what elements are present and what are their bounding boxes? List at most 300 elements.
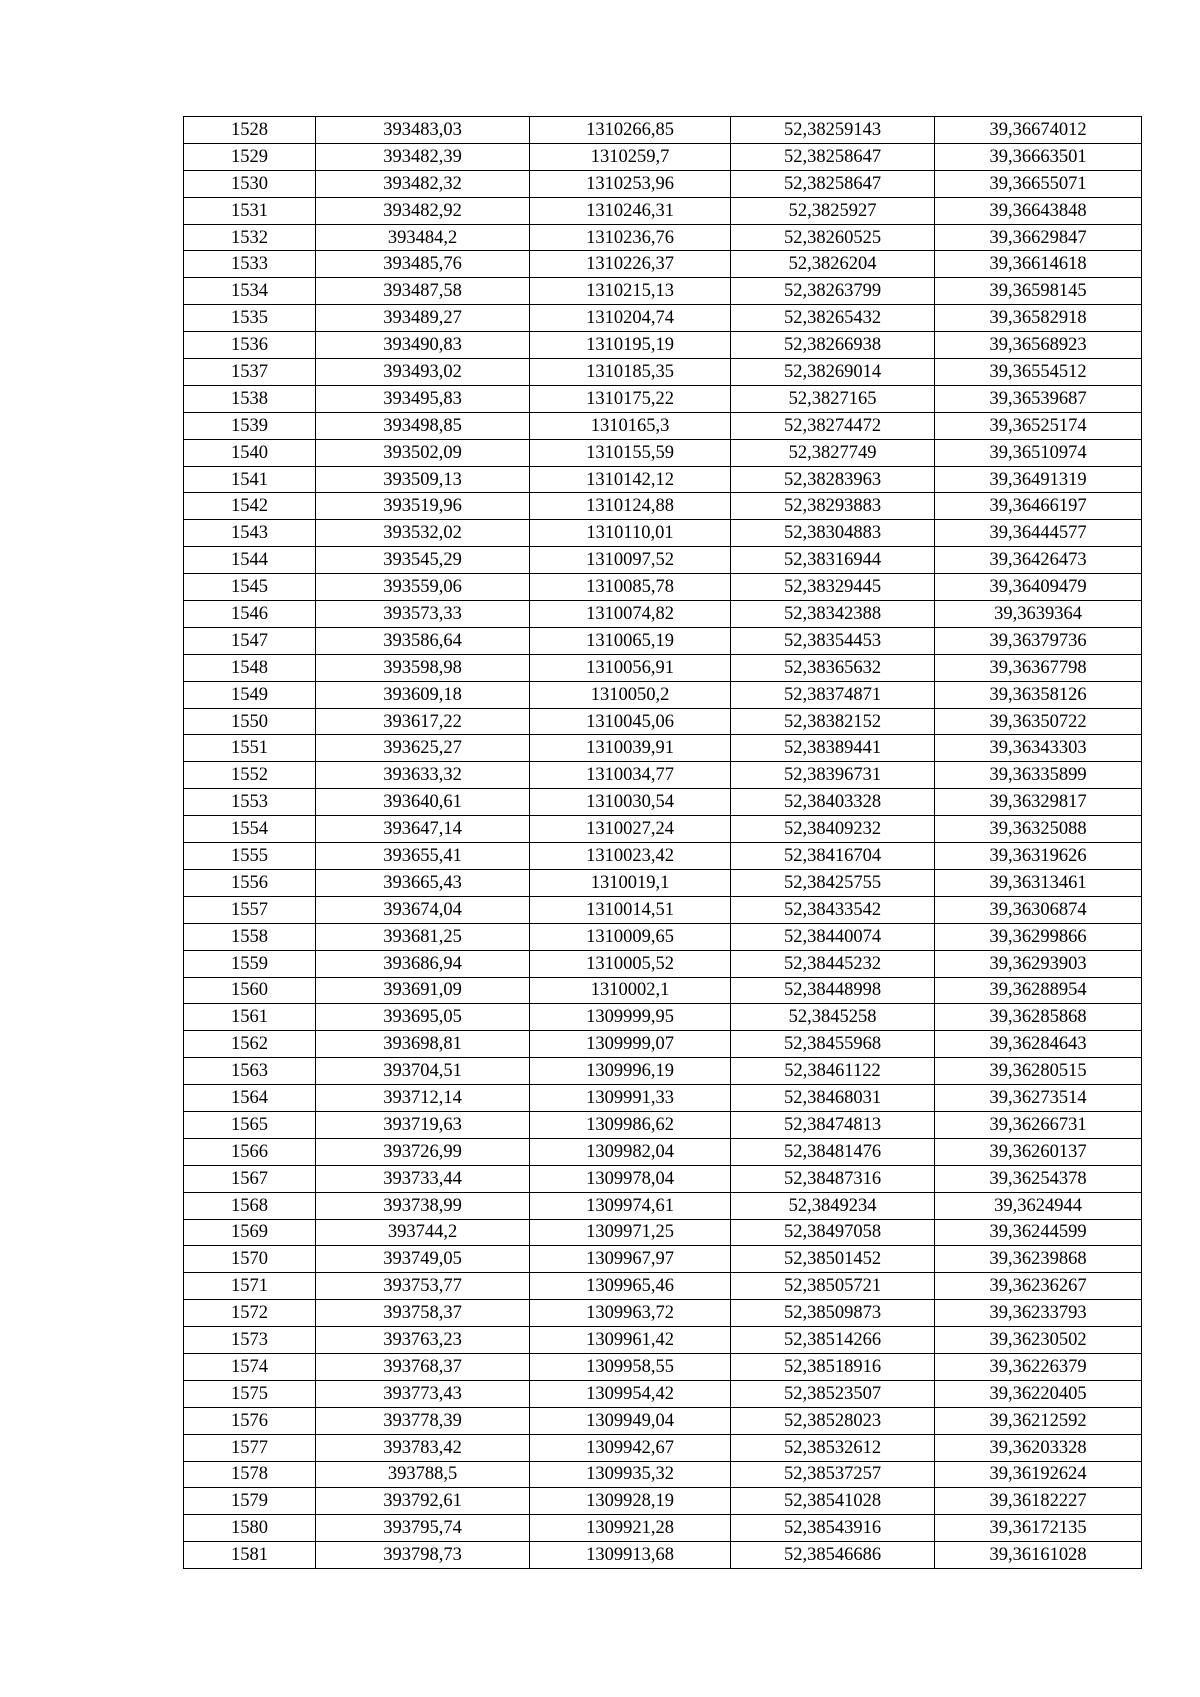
x-coordinate-cell: 393598,98 (316, 654, 530, 681)
x-coordinate-cell: 393753,77 (316, 1273, 530, 1300)
y-coordinate-cell: 1310005,52 (530, 950, 731, 977)
longitude-cell: 39,36643848 (935, 197, 1142, 224)
point-number-cell: 1578 (184, 1461, 316, 1488)
point-number-cell: 1557 (184, 896, 316, 923)
y-coordinate-cell: 1309961,42 (530, 1327, 731, 1354)
point-number-cell: 1542 (184, 493, 316, 520)
table-row (184, 950, 1142, 977)
point-number-cell: 1568 (184, 1192, 316, 1219)
y-coordinate-cell: 1310045,06 (530, 708, 731, 735)
point-number-cell: 1563 (184, 1058, 316, 1085)
x-coordinate-cell: 393681,25 (316, 923, 530, 950)
point-number-cell: 1535 (184, 305, 316, 332)
longitude-cell: 39,36426473 (935, 547, 1142, 574)
point-number-cell: 1567 (184, 1165, 316, 1192)
longitude-cell: 39,36614618 (935, 251, 1142, 278)
x-coordinate-cell: 393788,5 (316, 1461, 530, 1488)
latitude-cell: 52,38532612 (731, 1434, 935, 1461)
latitude-cell: 52,3827749 (731, 439, 935, 466)
table-row (184, 1085, 1142, 1112)
table-row (184, 843, 1142, 870)
point-number-cell: 1552 (184, 762, 316, 789)
latitude-cell: 52,38497058 (731, 1219, 935, 1246)
y-coordinate-cell: 1310034,77 (530, 762, 731, 789)
y-coordinate-cell: 1309996,19 (530, 1058, 731, 1085)
table-row (184, 896, 1142, 923)
point-number-cell: 1574 (184, 1353, 316, 1380)
table-row (184, 708, 1142, 735)
y-coordinate-cell: 1310027,24 (530, 816, 731, 843)
longitude-cell: 39,36674012 (935, 117, 1142, 144)
x-coordinate-cell: 393493,02 (316, 359, 530, 386)
longitude-cell: 39,36280515 (935, 1058, 1142, 1085)
longitude-cell: 39,36568923 (935, 332, 1142, 359)
longitude-cell: 39,36358126 (935, 681, 1142, 708)
x-coordinate-cell: 393719,63 (316, 1111, 530, 1138)
y-coordinate-cell: 1310195,19 (530, 332, 731, 359)
latitude-cell: 52,38543916 (731, 1515, 935, 1542)
table-row (184, 1111, 1142, 1138)
point-number-cell: 1543 (184, 520, 316, 547)
latitude-cell: 52,3826204 (731, 251, 935, 278)
point-number-cell: 1581 (184, 1542, 316, 1569)
y-coordinate-cell: 1309967,97 (530, 1246, 731, 1273)
point-number-cell: 1570 (184, 1246, 316, 1273)
latitude-cell: 52,38416704 (731, 843, 935, 870)
longitude-cell: 39,36539687 (935, 385, 1142, 412)
latitude-cell: 52,38433542 (731, 896, 935, 923)
table-row (184, 681, 1142, 708)
point-number-cell: 1550 (184, 708, 316, 735)
table-row (184, 1380, 1142, 1407)
y-coordinate-cell: 1309982,04 (530, 1138, 731, 1165)
latitude-cell: 52,38396731 (731, 762, 935, 789)
table-row (184, 1219, 1142, 1246)
point-number-cell: 1554 (184, 816, 316, 843)
x-coordinate-cell: 393773,43 (316, 1380, 530, 1407)
x-coordinate-cell: 393532,02 (316, 520, 530, 547)
x-coordinate-cell: 393519,96 (316, 493, 530, 520)
table-row (184, 143, 1142, 170)
longitude-cell: 39,36203328 (935, 1434, 1142, 1461)
point-number-cell: 1538 (184, 385, 316, 412)
y-coordinate-cell: 1309921,28 (530, 1515, 731, 1542)
table-row (184, 1434, 1142, 1461)
table-row (184, 654, 1142, 681)
x-coordinate-cell: 393498,85 (316, 412, 530, 439)
point-number-cell: 1532 (184, 224, 316, 251)
longitude-cell: 39,36367798 (935, 654, 1142, 681)
x-coordinate-cell: 393712,14 (316, 1085, 530, 1112)
table-row (184, 601, 1142, 628)
x-coordinate-cell: 393655,41 (316, 843, 530, 870)
x-coordinate-cell: 393749,05 (316, 1246, 530, 1273)
x-coordinate-cell: 393686,94 (316, 950, 530, 977)
latitude-cell: 52,38329445 (731, 574, 935, 601)
y-coordinate-cell: 1309928,19 (530, 1488, 731, 1515)
longitude-cell: 39,36285868 (935, 1004, 1142, 1031)
y-coordinate-cell: 1309958,55 (530, 1353, 731, 1380)
y-coordinate-cell: 1310124,88 (530, 493, 731, 520)
x-coordinate-cell: 393482,39 (316, 143, 530, 170)
longitude-cell: 39,36444577 (935, 520, 1142, 547)
latitude-cell: 52,38283963 (731, 466, 935, 493)
longitude-cell: 39,36554512 (935, 359, 1142, 386)
longitude-cell: 39,3639364 (935, 601, 1142, 628)
y-coordinate-cell: 1309954,42 (530, 1380, 731, 1407)
longitude-cell: 39,36244599 (935, 1219, 1142, 1246)
point-number-cell: 1579 (184, 1488, 316, 1515)
longitude-cell: 39,36510974 (935, 439, 1142, 466)
latitude-cell: 52,38266938 (731, 332, 935, 359)
x-coordinate-cell: 393763,23 (316, 1327, 530, 1354)
longitude-cell: 39,36325088 (935, 816, 1142, 843)
table-row (184, 1488, 1142, 1515)
point-number-cell: 1539 (184, 412, 316, 439)
y-coordinate-cell: 1309991,33 (530, 1085, 731, 1112)
point-number-cell: 1549 (184, 681, 316, 708)
latitude-cell: 52,38455968 (731, 1031, 935, 1058)
x-coordinate-cell: 393617,22 (316, 708, 530, 735)
longitude-cell: 39,36288954 (935, 977, 1142, 1004)
x-coordinate-cell: 393490,83 (316, 332, 530, 359)
table-row (184, 520, 1142, 547)
table-row (184, 439, 1142, 466)
longitude-cell: 39,36266731 (935, 1111, 1142, 1138)
longitude-cell: 39,36319626 (935, 843, 1142, 870)
x-coordinate-cell: 393625,27 (316, 735, 530, 762)
table-row (184, 1058, 1142, 1085)
latitude-cell: 52,38425755 (731, 869, 935, 896)
y-coordinate-cell: 1310014,51 (530, 896, 731, 923)
y-coordinate-cell: 1309986,62 (530, 1111, 731, 1138)
table-row (184, 1542, 1142, 1569)
table-row (184, 1461, 1142, 1488)
y-coordinate-cell: 1310246,31 (530, 197, 731, 224)
longitude-cell: 39,36663501 (935, 143, 1142, 170)
longitude-cell: 39,36582918 (935, 305, 1142, 332)
longitude-cell: 39,36230502 (935, 1327, 1142, 1354)
point-number-cell: 1540 (184, 439, 316, 466)
table-row (184, 923, 1142, 950)
y-coordinate-cell: 1310030,54 (530, 789, 731, 816)
latitude-cell: 52,3845258 (731, 1004, 935, 1031)
x-coordinate-cell: 393484,2 (316, 224, 530, 251)
y-coordinate-cell: 1310110,01 (530, 520, 731, 547)
x-coordinate-cell: 393502,09 (316, 439, 530, 466)
table-row (184, 1246, 1142, 1273)
table-row (184, 816, 1142, 843)
y-coordinate-cell: 1310204,74 (530, 305, 731, 332)
x-coordinate-cell: 393487,58 (316, 278, 530, 305)
x-coordinate-cell: 393586,64 (316, 627, 530, 654)
y-coordinate-cell: 1310009,65 (530, 923, 731, 950)
latitude-cell: 52,38487316 (731, 1165, 935, 1192)
table-row (184, 1515, 1142, 1542)
point-number-cell: 1561 (184, 1004, 316, 1031)
table-row (184, 305, 1142, 332)
longitude-cell: 39,36161028 (935, 1542, 1142, 1569)
point-number-cell: 1571 (184, 1273, 316, 1300)
table-row (184, 789, 1142, 816)
y-coordinate-cell: 1309913,68 (530, 1542, 731, 1569)
table-row (184, 735, 1142, 762)
longitude-cell: 39,36233793 (935, 1300, 1142, 1327)
table-row (184, 224, 1142, 251)
table-row (184, 977, 1142, 1004)
point-number-cell: 1553 (184, 789, 316, 816)
point-number-cell: 1555 (184, 843, 316, 870)
longitude-cell: 39,36629847 (935, 224, 1142, 251)
table-row (184, 1353, 1142, 1380)
longitude-cell: 39,36491319 (935, 466, 1142, 493)
x-coordinate-cell: 393573,33 (316, 601, 530, 628)
x-coordinate-cell: 393489,27 (316, 305, 530, 332)
longitude-cell: 39,36313461 (935, 869, 1142, 896)
x-coordinate-cell: 393778,39 (316, 1407, 530, 1434)
y-coordinate-cell: 1310266,85 (530, 117, 731, 144)
latitude-cell: 52,38389441 (731, 735, 935, 762)
point-number-cell: 1565 (184, 1111, 316, 1138)
latitude-cell: 52,38523507 (731, 1380, 935, 1407)
latitude-cell: 52,38509873 (731, 1300, 935, 1327)
latitude-cell: 52,38537257 (731, 1461, 935, 1488)
point-number-cell: 1547 (184, 627, 316, 654)
point-number-cell: 1536 (184, 332, 316, 359)
point-number-cell: 1534 (184, 278, 316, 305)
table-row (184, 547, 1142, 574)
y-coordinate-cell: 1310165,3 (530, 412, 731, 439)
longitude-cell: 39,36260137 (935, 1138, 1142, 1165)
y-coordinate-cell: 1309963,72 (530, 1300, 731, 1327)
latitude-cell: 52,38440074 (731, 923, 935, 950)
y-coordinate-cell: 1310056,91 (530, 654, 731, 681)
longitude-cell: 39,36466197 (935, 493, 1142, 520)
table-row (184, 1273, 1142, 1300)
point-number-cell: 1530 (184, 170, 316, 197)
table-row (184, 869, 1142, 896)
table-row (184, 332, 1142, 359)
latitude-cell: 52,38528023 (731, 1407, 935, 1434)
longitude-cell: 39,36239868 (935, 1246, 1142, 1273)
table-row (184, 1165, 1142, 1192)
point-number-cell: 1544 (184, 547, 316, 574)
table-row (184, 1327, 1142, 1354)
x-coordinate-cell: 393485,76 (316, 251, 530, 278)
y-coordinate-cell: 1309965,46 (530, 1273, 731, 1300)
longitude-cell: 39,36306874 (935, 896, 1142, 923)
longitude-cell: 39,36293903 (935, 950, 1142, 977)
x-coordinate-cell: 393482,92 (316, 197, 530, 224)
x-coordinate-cell: 393665,43 (316, 869, 530, 896)
table-row (184, 359, 1142, 386)
point-number-cell: 1566 (184, 1138, 316, 1165)
x-coordinate-cell: 393792,61 (316, 1488, 530, 1515)
y-coordinate-cell: 1309978,04 (530, 1165, 731, 1192)
latitude-cell: 52,38518916 (731, 1353, 935, 1380)
y-coordinate-cell: 1309942,67 (530, 1434, 731, 1461)
x-coordinate-cell: 393647,14 (316, 816, 530, 843)
y-coordinate-cell: 1309999,07 (530, 1031, 731, 1058)
latitude-cell: 52,38448998 (731, 977, 935, 1004)
x-coordinate-cell: 393482,32 (316, 170, 530, 197)
longitude-cell: 39,36299866 (935, 923, 1142, 950)
latitude-cell: 52,38546686 (731, 1542, 935, 1569)
point-number-cell: 1537 (184, 359, 316, 386)
y-coordinate-cell: 1310259,7 (530, 143, 731, 170)
longitude-cell: 39,36212592 (935, 1407, 1142, 1434)
y-coordinate-cell: 1310226,37 (530, 251, 731, 278)
point-number-cell: 1576 (184, 1407, 316, 1434)
longitude-cell: 39,36220405 (935, 1380, 1142, 1407)
latitude-cell: 52,38269014 (731, 359, 935, 386)
y-coordinate-cell: 1310142,12 (530, 466, 731, 493)
latitude-cell: 52,38505721 (731, 1273, 935, 1300)
table-row (184, 1192, 1142, 1219)
point-number-cell: 1580 (184, 1515, 316, 1542)
latitude-cell: 52,38274472 (731, 412, 935, 439)
latitude-cell: 52,38474813 (731, 1111, 935, 1138)
y-coordinate-cell: 1309974,61 (530, 1192, 731, 1219)
y-coordinate-cell: 1310019,1 (530, 869, 731, 896)
x-coordinate-cell: 393795,74 (316, 1515, 530, 1542)
latitude-cell: 52,3827165 (731, 385, 935, 412)
point-number-cell: 1533 (184, 251, 316, 278)
x-coordinate-cell: 393633,32 (316, 762, 530, 789)
y-coordinate-cell: 1310253,96 (530, 170, 731, 197)
longitude-cell: 39,36182227 (935, 1488, 1142, 1515)
x-coordinate-cell: 393640,61 (316, 789, 530, 816)
latitude-cell: 52,38501452 (731, 1246, 935, 1273)
point-number-cell: 1569 (184, 1219, 316, 1246)
table-row (184, 117, 1142, 144)
y-coordinate-cell: 1310215,13 (530, 278, 731, 305)
y-coordinate-cell: 1310023,42 (530, 843, 731, 870)
latitude-cell: 52,38409232 (731, 816, 935, 843)
table-row (184, 197, 1142, 224)
point-number-cell: 1541 (184, 466, 316, 493)
table-row (184, 412, 1142, 439)
x-coordinate-cell: 393768,37 (316, 1353, 530, 1380)
latitude-cell: 52,38342388 (731, 601, 935, 628)
table-row (184, 1004, 1142, 1031)
latitude-cell: 52,38265432 (731, 305, 935, 332)
point-number-cell: 1545 (184, 574, 316, 601)
latitude-cell: 52,38293883 (731, 493, 935, 520)
latitude-cell: 52,38374871 (731, 681, 935, 708)
y-coordinate-cell: 1310236,76 (530, 224, 731, 251)
x-coordinate-cell: 393744,2 (316, 1219, 530, 1246)
point-number-cell: 1559 (184, 950, 316, 977)
latitude-cell: 52,38481476 (731, 1138, 935, 1165)
latitude-cell: 52,38461122 (731, 1058, 935, 1085)
point-number-cell: 1572 (184, 1300, 316, 1327)
y-coordinate-cell: 1309971,25 (530, 1219, 731, 1246)
y-coordinate-cell: 1309949,04 (530, 1407, 731, 1434)
x-coordinate-cell: 393738,99 (316, 1192, 530, 1219)
x-coordinate-cell: 393691,09 (316, 977, 530, 1004)
x-coordinate-cell: 393783,42 (316, 1434, 530, 1461)
latitude-cell: 52,38541028 (731, 1488, 935, 1515)
x-coordinate-cell: 393733,44 (316, 1165, 530, 1192)
latitude-cell: 52,38365632 (731, 654, 935, 681)
longitude-cell: 39,36343303 (935, 735, 1142, 762)
table-row (184, 574, 1142, 601)
x-coordinate-cell: 393559,06 (316, 574, 530, 601)
longitude-cell: 39,3624944 (935, 1192, 1142, 1219)
longitude-cell: 39,36329817 (935, 789, 1142, 816)
point-number-cell: 1548 (184, 654, 316, 681)
latitude-cell: 52,38403328 (731, 789, 935, 816)
point-number-cell: 1546 (184, 601, 316, 628)
y-coordinate-cell: 1310065,19 (530, 627, 731, 654)
table-row (184, 251, 1142, 278)
x-coordinate-cell: 393495,83 (316, 385, 530, 412)
y-coordinate-cell: 1309999,95 (530, 1004, 731, 1031)
longitude-cell: 39,36192624 (935, 1461, 1142, 1488)
x-coordinate-cell: 393545,29 (316, 547, 530, 574)
longitude-cell: 39,36409479 (935, 574, 1142, 601)
table-row (184, 1407, 1142, 1434)
table-row (184, 170, 1142, 197)
y-coordinate-cell: 1310155,59 (530, 439, 731, 466)
point-number-cell: 1562 (184, 1031, 316, 1058)
point-number-cell: 1529 (184, 143, 316, 170)
latitude-cell: 52,38382152 (731, 708, 935, 735)
point-number-cell: 1560 (184, 977, 316, 1004)
point-number-cell: 1531 (184, 197, 316, 224)
longitude-cell: 39,36350722 (935, 708, 1142, 735)
x-coordinate-cell: 393798,73 (316, 1542, 530, 1569)
y-coordinate-cell: 1310175,22 (530, 385, 731, 412)
point-number-cell: 1528 (184, 117, 316, 144)
x-coordinate-cell: 393609,18 (316, 681, 530, 708)
latitude-cell: 52,38354453 (731, 627, 935, 654)
latitude-cell: 52,38304883 (731, 520, 935, 547)
table-row (184, 493, 1142, 520)
point-number-cell: 1573 (184, 1327, 316, 1354)
point-number-cell: 1577 (184, 1434, 316, 1461)
y-coordinate-cell: 1310050,2 (530, 681, 731, 708)
table-row (184, 627, 1142, 654)
latitude-cell: 52,38445232 (731, 950, 935, 977)
table-row (184, 385, 1142, 412)
latitude-cell: 52,38263799 (731, 278, 935, 305)
y-coordinate-cell: 1310074,82 (530, 601, 731, 628)
x-coordinate-cell: 393704,51 (316, 1058, 530, 1085)
latitude-cell: 52,38259143 (731, 117, 935, 144)
point-number-cell: 1564 (184, 1085, 316, 1112)
table-row (184, 466, 1142, 493)
x-coordinate-cell: 393695,05 (316, 1004, 530, 1031)
table-row (184, 278, 1142, 305)
point-number-cell: 1575 (184, 1380, 316, 1407)
longitude-cell: 39,36379736 (935, 627, 1142, 654)
table-row (184, 1138, 1142, 1165)
longitude-cell: 39,36236267 (935, 1273, 1142, 1300)
longitude-cell: 39,36273514 (935, 1085, 1142, 1112)
point-number-cell: 1551 (184, 735, 316, 762)
table-row (184, 1300, 1142, 1327)
longitude-cell: 39,36254378 (935, 1165, 1142, 1192)
table-row (184, 1031, 1142, 1058)
coordinates-table-body (184, 117, 1142, 1569)
y-coordinate-cell: 1310085,78 (530, 574, 731, 601)
latitude-cell: 52,38258647 (731, 170, 935, 197)
latitude-cell: 52,3849234 (731, 1192, 935, 1219)
latitude-cell: 52,38468031 (731, 1085, 935, 1112)
longitude-cell: 39,36172135 (935, 1515, 1142, 1542)
